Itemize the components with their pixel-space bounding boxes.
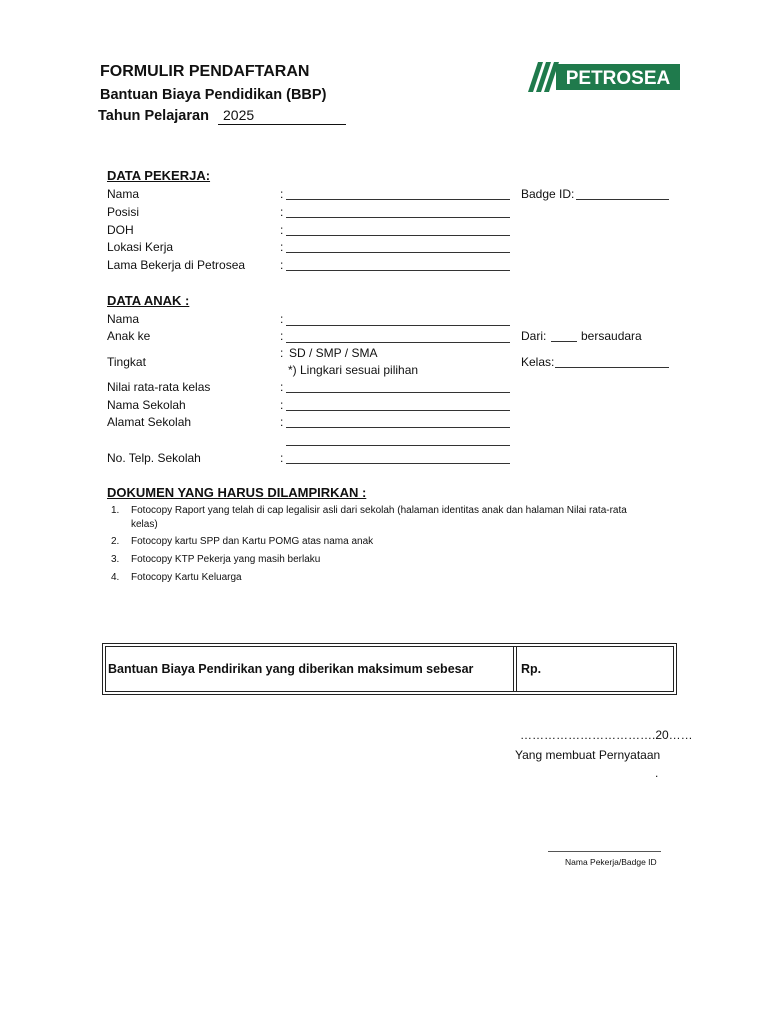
field-nama-anak[interactable]: [286, 325, 510, 326]
label-tingkat: Tingkat: [107, 355, 146, 369]
doc-number: 4.: [111, 572, 120, 583]
field-dari[interactable]: [551, 341, 577, 342]
label-anak-ke: Anak ke: [107, 329, 151, 343]
amount-box-divider: [516, 646, 517, 692]
field-doh[interactable]: [286, 235, 510, 236]
section-heading-data-pekerja: DATA PEKERJA:: [107, 168, 211, 183]
amount-box-divider: [513, 646, 514, 692]
field-posisi[interactable]: [286, 217, 510, 218]
colon: :: [280, 415, 284, 429]
tingkat-options[interactable]: SD / SMP / SMA: [289, 346, 378, 360]
section-heading-dokumen: DOKUMEN YANG HARUS DILAMPIRKAN :: [107, 485, 367, 500]
form-title: FORMULIR PENDAFTARAN: [100, 63, 310, 80]
statement-dot: .: [655, 766, 659, 780]
label-nama-sekolah: Nama Sekolah: [107, 398, 186, 412]
colon: :: [280, 312, 284, 326]
doc-item-spp: Fotocopy kartu SPP dan Kartu POMG atas nama anak: [131, 536, 374, 547]
doc-item-ktp: Fotocopy KTP Pekerja yang masih berlaku: [131, 554, 321, 565]
label-lama-bekerja: Lama Bekerja di Petrosea: [107, 258, 246, 272]
colon: :: [280, 451, 284, 465]
field-nama-sekolah[interactable]: [286, 410, 510, 411]
doc-number: 1.: [111, 505, 120, 516]
label-posisi: Posisi: [107, 205, 140, 219]
field-alamat-sekolah-2[interactable]: [286, 445, 510, 446]
field-lokasi-kerja[interactable]: [286, 252, 510, 253]
section-heading-data-anak: DATA ANAK :: [107, 293, 190, 308]
colon: :: [280, 346, 284, 360]
label-dari: Dari:: [521, 329, 547, 343]
label-alamat-sekolah: Alamat Sekolah: [107, 415, 192, 429]
name-caption: Nama Pekerja/Badge ID: [565, 857, 657, 867]
doc-number: 3.: [111, 554, 120, 565]
field-kelas[interactable]: [555, 367, 669, 368]
label-doh: DOH: [107, 223, 134, 237]
year-field[interactable]: 2025: [223, 107, 255, 123]
colon: :: [280, 329, 284, 343]
field-badge-id[interactable]: [576, 199, 669, 200]
date-line[interactable]: …………………………….20……: [520, 728, 693, 742]
petrosea-logo-graphic: [528, 62, 680, 92]
label-kelas: Kelas:: [521, 355, 555, 369]
label-bersaudara: bersaudara: [581, 329, 642, 343]
logo-text: PETROSEA: [565, 68, 671, 89]
label-badge-id: Badge ID:: [521, 187, 575, 201]
label-nama-pekerja: Nama: [107, 187, 140, 201]
field-telp-sekolah[interactable]: [286, 463, 510, 464]
field-nama-pekerja[interactable]: [286, 199, 510, 200]
colon: :: [280, 240, 284, 254]
colon: :: [280, 398, 284, 412]
colon: :: [280, 187, 284, 201]
amount-label: Bantuan Biaya Pendirikan yang diberikan maksimum sebesar: [108, 662, 474, 676]
colon: :: [280, 223, 284, 237]
year-fill-line: [218, 124, 346, 125]
form-subtitle: Bantuan Biaya Pendidikan (BBP): [100, 87, 327, 103]
tingkat-note: *) Lingkari sesuai pilihan: [288, 363, 419, 377]
colon: :: [280, 205, 284, 219]
field-lama-bekerja[interactable]: [286, 270, 510, 271]
label-telp-sekolah: No. Telp. Sekolah: [107, 451, 201, 465]
amount-rp-field[interactable]: Rp.: [521, 662, 542, 676]
colon: :: [280, 258, 284, 272]
field-alamat-sekolah[interactable]: [286, 427, 510, 428]
petrosea-logo: [528, 62, 680, 92]
doc-item-raport: Fotocopy Raport yang telah di cap legalisir asli dari sekolah (halaman identitas anak dan halaman Nilai rata-rata: [131, 505, 627, 516]
field-nilai[interactable]: [286, 392, 510, 393]
label-lokasi-kerja: Lokasi Kerja: [107, 240, 174, 254]
label-nama-anak: Nama: [107, 312, 140, 326]
doc-number: 2.: [111, 536, 120, 547]
label-nilai: Nilai rata-rata kelas: [107, 380, 211, 394]
signature-line[interactable]: [548, 851, 661, 852]
field-anak-ke[interactable]: [286, 342, 510, 343]
doc-item-raport-cont: kelas): [131, 519, 158, 530]
year-label: Tahun Pelajaran: [98, 108, 209, 124]
colon: :: [280, 380, 284, 394]
doc-item-kk: Fotocopy Kartu Keluarga: [131, 572, 242, 583]
statement-label: Yang membuat Pernyataan: [515, 748, 661, 762]
